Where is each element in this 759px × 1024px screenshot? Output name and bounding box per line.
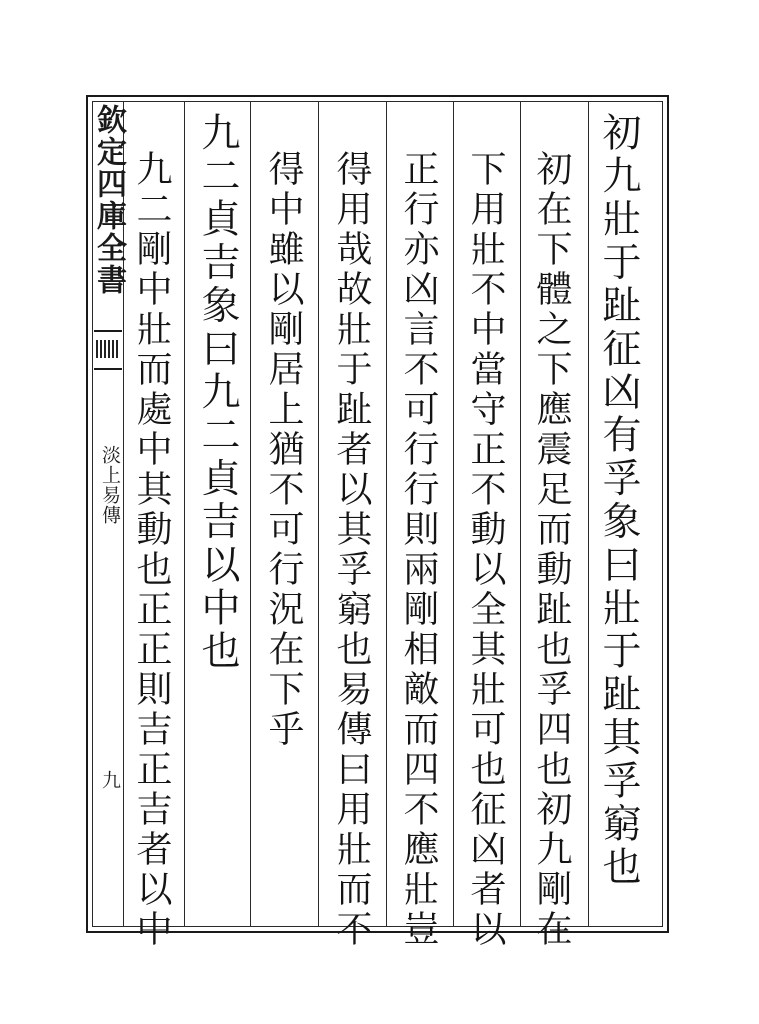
page-inner-border xyxy=(92,101,663,927)
text-column-8: 九二剛中壯而處中其動也正正則吉正吉者以中 xyxy=(131,150,172,950)
text-column-4: 正行亦凶言不可行行則兩剛相敵而四不應壯豈 xyxy=(398,150,439,950)
column-divider xyxy=(520,101,521,927)
column-divider xyxy=(250,101,251,927)
text-column-7: 九二貞吉象曰九二貞吉以中也 xyxy=(195,112,240,674)
column-divider xyxy=(184,101,185,927)
column-divider xyxy=(318,101,319,927)
text-column-3: 下用壯不中當守正不動以全其壯可也征凶者以 xyxy=(465,150,506,950)
text-column-1: 初九壯于趾征凶有孚象曰壯于趾其孚窮也 xyxy=(596,112,641,890)
column-divider xyxy=(453,101,454,927)
text-column-6: 得中雖以剛居上猶不可行況在下乎 xyxy=(263,150,304,750)
text-column-5: 得用哉故壯于趾者以其孚窮也易傳曰用壯而不 xyxy=(331,150,372,950)
column-divider xyxy=(588,101,589,927)
column-divider xyxy=(386,101,387,927)
fishtail-pattern xyxy=(96,340,120,358)
text-column-2: 初在下體之下應震足而動趾也孚四也初九剛在 xyxy=(531,150,572,950)
margin-title: 欽定四庫全書 xyxy=(91,104,126,296)
margin-book-title: 淡上易傳 xyxy=(99,445,121,525)
margin-page-number: 九 xyxy=(99,770,121,789)
